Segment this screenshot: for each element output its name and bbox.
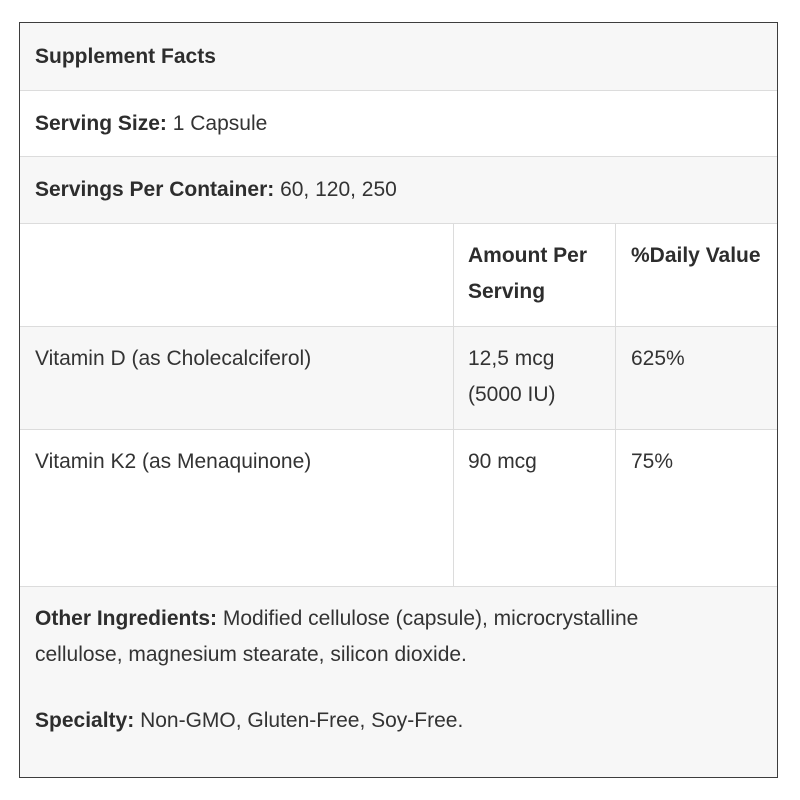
other-ingredients: Other Ingredients: Modified cellulose (capsule), microcrystalline cellulose, magnesium stearate, silicon dioxide. — [35, 607, 639, 666]
table-row — [20, 430, 777, 587]
specialty-value: Non-GMO, Gluten-Free, Soy-Free. — [140, 709, 464, 732]
column-divider — [453, 430, 454, 586]
servings-per-container-label: Servings Per Container: — [35, 178, 275, 201]
nutrient-amount: 90 mcg — [468, 450, 537, 473]
footer-section — [20, 587, 777, 777]
other-ingredients-label: Other Ingredients: — [35, 607, 218, 630]
supplement-facts-panel — [19, 22, 778, 778]
serving-size-row — [20, 91, 777, 157]
nutrient-name: Vitamin K2 (as Menaquinone) — [35, 450, 312, 473]
specialty — [35, 703, 463, 739]
servings-per-container-value: 60, 120, 250 — [280, 178, 397, 201]
serving-size-value: 1 Capsule — [172, 112, 268, 135]
column-divider — [615, 327, 616, 429]
header-daily-value: %Daily Value — [631, 244, 761, 267]
header-amount-per-serving: Amount Per Serving — [468, 244, 588, 303]
table-row — [20, 327, 777, 430]
title-row — [20, 23, 777, 91]
panel-title: Supplement Facts — [35, 45, 216, 68]
column-divider — [615, 430, 616, 586]
specialty-label: Specialty: — [35, 709, 135, 732]
table-header-row — [20, 224, 777, 327]
column-divider — [453, 224, 454, 326]
nutrient-amount: 12,5 mcg (5000 IU) — [468, 347, 556, 406]
column-divider — [615, 224, 616, 326]
nutrient-name: Vitamin D (as Cholecalciferol) — [35, 347, 312, 370]
nutrient-daily-value: 625% — [631, 347, 685, 370]
column-divider — [453, 327, 454, 429]
serving-size-label: Serving Size: — [35, 112, 167, 135]
nutrient-daily-value: 75% — [631, 450, 674, 473]
servings-per-container-row — [20, 157, 777, 224]
